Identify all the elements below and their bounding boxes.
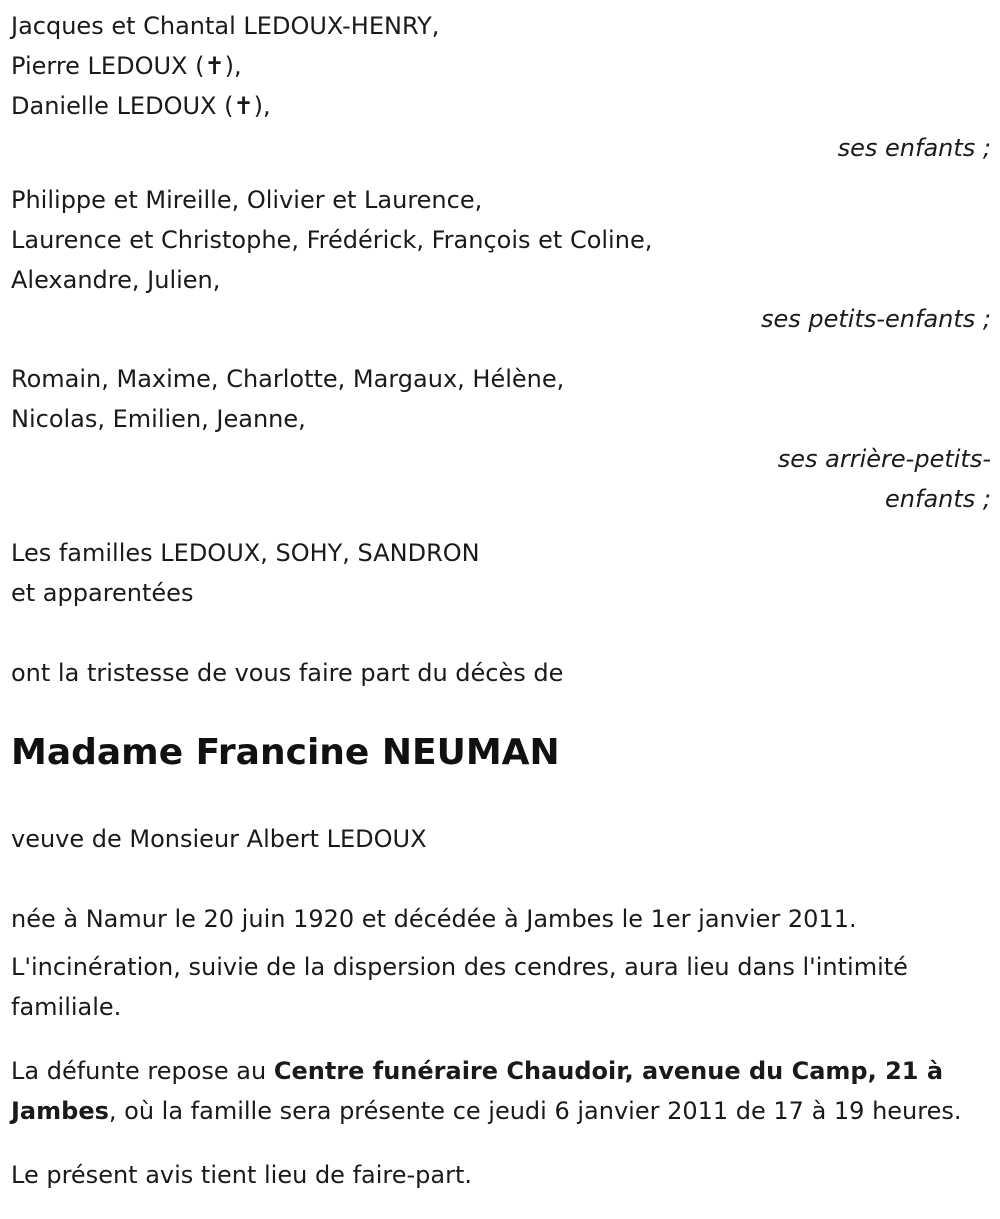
relation-label: enfants ; bbox=[885, 485, 991, 513]
repose-text bbox=[11, 1051, 991, 1131]
family-line: Romain, Maxime, Charlotte, Margaux, Hélène, bbox=[11, 365, 565, 393]
family-line: Pierre LEDOUX (✝), bbox=[11, 52, 242, 80]
family-line: Nicolas, Emilien, Jeanne, bbox=[11, 405, 306, 433]
announcement-text: ont la tristesse de vous faire part du décès de bbox=[11, 659, 564, 687]
children-group bbox=[11, 6, 991, 168]
families-group bbox=[11, 533, 991, 613]
family-line: Danielle LEDOUX (✝), bbox=[11, 92, 271, 120]
great-grandchildren-group bbox=[11, 359, 991, 519]
birth-death-text: née à Namur le 20 juin 1920 et décédée à Jambes le 1er janvier 2011. bbox=[11, 905, 857, 933]
obituary-notice bbox=[11, 6, 991, 1219]
family-line: Philippe et Mireille, Olivier et Laurence, bbox=[11, 186, 483, 214]
repose-suffix: , où la famille sera présente ce jeudi 6 janvier 2011 de 17 à 19 heures. bbox=[108, 1097, 962, 1125]
family-line: Laurence et Christophe, Frédérick, François et Coline, bbox=[11, 226, 653, 254]
grandchildren-group bbox=[11, 180, 991, 339]
family-line: et apparentées bbox=[11, 579, 194, 607]
relation-label: ses arrière-petits- bbox=[777, 445, 991, 473]
cremation-text: L'incinération, suivie de la dispersion des cendres, aura lieu dans l'intimité familiale. bbox=[11, 953, 908, 1021]
family-line: Jacques et Chantal LEDOUX-HENRY, bbox=[11, 12, 440, 40]
family-line: Alexandre, Julien, bbox=[11, 266, 221, 294]
family-line: Les familles LEDOUX, SOHY, SANDRON bbox=[11, 539, 480, 567]
deceased-name: Madame Francine NEUMAN bbox=[11, 732, 560, 773]
relation-label: ses petits-enfants ; bbox=[760, 305, 991, 333]
notice-text: Le présent avis tient lieu de faire-part. bbox=[11, 1161, 473, 1189]
funeral-home-address: Centre funéraire Chaudoir, avenue du Camp, 21 à Jambes bbox=[11, 1057, 944, 1125]
widow-of-text: veuve de Monsieur Albert LEDOUX bbox=[11, 825, 427, 853]
relation-label: ses enfants ; bbox=[837, 134, 991, 162]
repose-prefix: La défunte repose au bbox=[11, 1057, 274, 1085]
